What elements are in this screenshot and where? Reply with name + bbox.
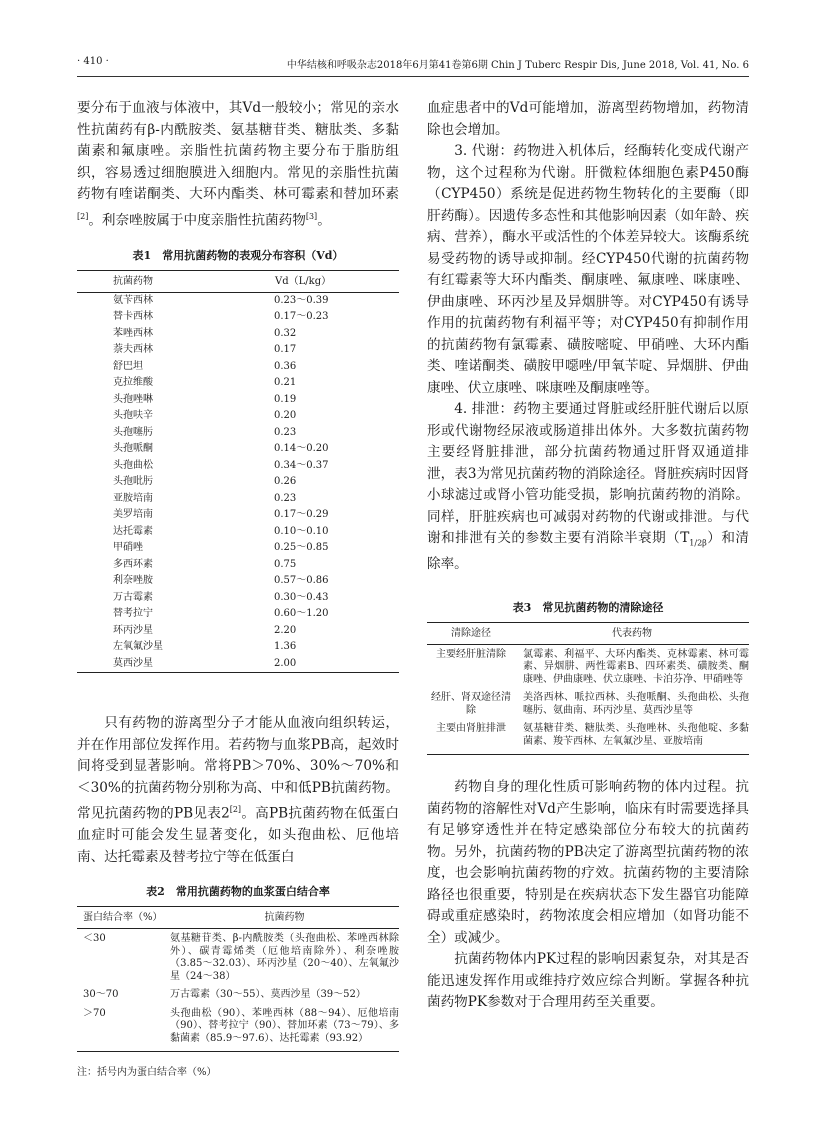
vd-value-cell: 0.57～0.86 [274,575,329,587]
vd-value-cell: 0.14～0.20 [274,443,329,455]
paragraph: 药物自身的理化性质可影响药物的体内过程。抗菌药物的溶解性对Vd产生影响，临床有时需要选择具有足够穿透性并在特定感染部位分布较大的抗菌药物。另外，抗菌药物的PB决定了游离型抗菌药物的浓度，也会影响抗菌药物的疗效。抗菌药物的主要清除路径也很重要，特别是在疾病状态下发生器官功能障碍或重症感染时，药物浓度会相应增加（如肾功能不全）或减少。 [427,779,749,946]
vd-value-cell: 0.19 [274,393,297,405]
vd-value-cell: 0.32 [274,327,297,339]
drug-name-cell: 头孢曲松 [113,459,153,471]
drug-name-cell: 万古霉素 [113,591,153,603]
table-row: 主要由肾脏排泄 氨基糖苷类、糖肽类、头孢唑林、头孢他啶、多黏菌素、羧苄西林、左氧氟沙星、亚胺培南 [427,723,749,755]
table-header: 蛋白结合率（%） [83,912,163,924]
table-row [77,507,399,524]
vd-value-cell: 0.20 [274,410,297,422]
vd-value-cell: 0.17～0.23 [274,311,329,323]
table-row [77,292,399,309]
table-row: ＜30 氨基糖苷类、β-内酰胺类（头孢曲松、苯唑西林除外）、碳青霉烯类（厄他培南除外）、利奈唑胺（3.85～32.03）、环丙沙星（20～40）、左氧氟沙星（24～38） [83,933,399,982]
table-row [77,408,399,425]
table-row [77,392,399,409]
table-header: 清除途径 [451,627,491,639]
table-row [77,309,399,326]
drug-name-cell: 替考拉宁 [113,608,153,620]
table3-caption: 表3 常见抗菌药物的清除途径 [512,600,664,614]
table-row [77,540,399,557]
drug-name-cell: 苯唑西林 [113,327,153,339]
table-row: 主要经肝脏清除 氯霉素、利福平、大环内酯类、克林霉素、林可霉素、异烟肼、两性霉素B、四环素类、磺胺类、酮康唑、伊曲康唑、伏立康唑、卡泊芬净、甲硝唑等 [436,648,749,685]
drug-name-cell: 克拉维酸 [113,377,153,389]
table-row [77,590,399,607]
table-row [77,524,399,541]
vd-value-cell: 0.26 [274,476,297,488]
vd-value-cell: 0.30～0.43 [274,591,329,603]
vd-value-cell: 0.75 [274,558,297,570]
running-header [77,50,749,77]
paragraph: 血症患者中的Vd可能增加，游离型药物增加，药物清除也会增加。 [427,100,749,138]
table-row [77,491,399,508]
table2-caption: 表2 常用抗菌药物的血浆蛋白结合率 [146,885,330,899]
table-row [77,573,399,590]
drug-name-cell: 舒巴坦 [113,360,143,372]
table-row [77,425,399,442]
vd-value-cell: 0.23 [274,492,297,504]
drug-name-cell: 利奈唑胺 [113,575,153,587]
table2-note: 注：括号内为蛋白结合率（%） [77,1067,217,1079]
table-row [77,474,399,491]
drug-name-cell: 环丙沙星 [113,624,153,636]
drug-name-cell: 头孢唑啉 [113,393,153,405]
vd-value-cell: 2.00 [274,657,297,669]
vd-value-cell: 0.10～0.10 [274,525,329,537]
drug-name-cell: 左氧氟沙星 [113,641,163,653]
table-row: ＞70 头孢曲松（90）、苯唑西林（88～94）、厄他培南（90）、替考拉宁（90）、替加环素（73～79）、多黏菌素（85.9～97.6）、达托霉素（93.92） [77,1008,399,1052]
vd-value-cell: 0.17～0.29 [274,509,329,521]
vd-value-cell: 0.60～1.20 [274,608,329,620]
table1 [77,270,399,674]
table-row [77,623,399,640]
drug-name-cell: 多西环素 [113,558,153,570]
paragraph: 抗菌药物体内PK过程的影响因素复杂，对其是否能迅速发挥作用或维持疗效应综合判断。掌握各种抗菌药物PK参数对于合理用药至关重要。 [427,951,749,1011]
table-row [77,359,399,376]
table1-caption: 表1 常用抗菌药物的表观分布容积（Vd） [132,248,344,262]
vd-value-cell: 1.36 [274,641,297,653]
paragraph: 3. 代谢：药物进入机体后，经酶转化变成代谢产物，这个过程称为代谢。肝微粒体细胞色素P450酶（CYP450）系统是促进药物生物转化的主要酶（即肝药酶）。因遗传多态性和其他影响因素（如年龄、疾病、营养），酶水平或活性的个体差异较大。该酶系统易受药物的诱导或抑制。经CYP450代谢的抗菌药物有红霉素等大环内酯类、酮康唑、氟康唑、咪康唑、伊曲康唑、环丙沙星及异烟肼等。对CYP450有诱导作用的抗菌药物有利福平等；对CYP450有抑制作用的抗菌药物有氯霉素、磺胺嘧啶、甲硝唑、大环内酯类、喹诺酮类、磺胺甲噁唑/甲氧苄啶、异烟肼、伊曲康唑、伏立康唑、咪康唑及酮康唑等。 [427,143,749,396]
table-header: Vd（L/kg） [275,275,332,287]
drug-name-cell: 甲硝唑 [113,542,143,554]
table-row [77,639,399,656]
table-row [77,557,399,574]
drug-name-cell: 头孢呋辛 [113,410,153,422]
journal-citation: 中华结核和呼吸杂志2018年6月第41卷第6期 Chin J Tuberc Respir Dis, June 2018, Vol. 41, No. 6 [286,60,749,71]
citation-ref: [3] [305,211,318,221]
table-header: 抗菌药物 [113,275,153,287]
table-row [77,342,399,359]
drug-name-cell: 替卡西林 [113,311,153,323]
vd-value-cell: 0.25～0.85 [274,542,329,554]
drug-name-cell: 氨苄西林 [113,294,153,306]
vd-value-cell: 2.20 [274,624,297,636]
table3 [427,622,749,756]
paragraph: 4. 排泄：药物主要通过肾脏或经肝脏代谢后以原形或代谢物经尿液或肠道排出体外。大多数抗菌药物主要经肾脏排泄，部分抗菌药物通过肝肾双通道排泄，表3为常见抗菌药物的消除途径。肾脏疾病时因肾小球滤过或肾小管功能受损，影响抗菌药物的消除。同样，肝脏疾病也可减弱对药物的代谢或排泄。与代谢和排泄有关的参数主要有消除半衰期$(T_{1/2\beta})$和清除率。 [427,401,749,573]
vd-value-cell: 0.36 [274,360,297,372]
drug-name-cell: 头孢吡肟 [113,476,153,488]
citation-ref: [2] [77,211,89,221]
left-column [77,98,399,1084]
paragraph: 要分布于血液与体液中，其Vd一般较小；常见的亲水性抗菌药有β-内酰胺类、氨基糖苷类、糖肽类、多黏菌素和氟康唑。亲脂性抗菌药物主要分布于脂肪组织，容易透过细胞膜进入细胞内。常见的亲脂性抗菌药物有喹诺酮类、大环内酯类、林可霉素和替加环素[2]。利奈唑胺属于中度亲脂性抗菌药物[3]。 [77,100,399,229]
citation-ref: [2] [229,805,242,815]
vd-value-cell: 0.23～0.39 [274,294,329,306]
paragraph: 只有药物的游离型分子才能从血液向组织转运，并在作用部位发挥作用。若药物与血浆PB高，起效时间将受到显著影响。常将PB＞70%、30%～70%和＜30%的抗菌药物分别称为高、中和低PB抗菌药物。常见抗菌药物的PB见表2[2]。高PB抗菌药物在低蛋白血症时可能会发生显著变化，如头孢曲松、厄他培南、达托霉素及替考拉宁等在低蛋白 [77,715,399,865]
table-row [77,441,399,458]
table-row [77,326,399,343]
table-row [77,606,399,623]
drug-name-cell: 头孢噻肟 [113,426,153,438]
table-row: 经肝、肾双途径清除 美洛西林、哌拉西林、头孢哌酮、头孢曲松、头孢噻肟、氨曲南、环丙沙星、莫西沙星等 [431,692,749,716]
vd-value-cell: 0.17 [274,344,297,356]
table-header: 抗菌药物 [264,912,305,924]
vd-value-cell: 0.21 [274,377,297,389]
table-row [77,375,399,392]
table2 [77,906,399,1052]
table-row: 30～70 万古霉素（30～55）、莫西沙星（39～52） [83,989,366,1001]
table-row [77,458,399,475]
drug-name-cell: 达托霉素 [113,525,153,537]
drug-name-cell: 美罗培南 [113,509,153,521]
drug-name-cell: 莫西沙星 [113,657,153,669]
table-header: 代表药物 [612,627,652,639]
table-row [77,656,399,673]
vd-value-cell: 0.23 [274,426,297,438]
page-number: · 410 · [77,56,109,67]
right-column [427,98,749,1014]
drug-name-cell: 亚胺培南 [113,492,153,504]
vd-value-cell: 0.34～0.37 [274,459,329,471]
drug-name-cell: 头孢哌酮 [113,443,153,455]
drug-name-cell: 萘夫西林 [113,344,153,356]
